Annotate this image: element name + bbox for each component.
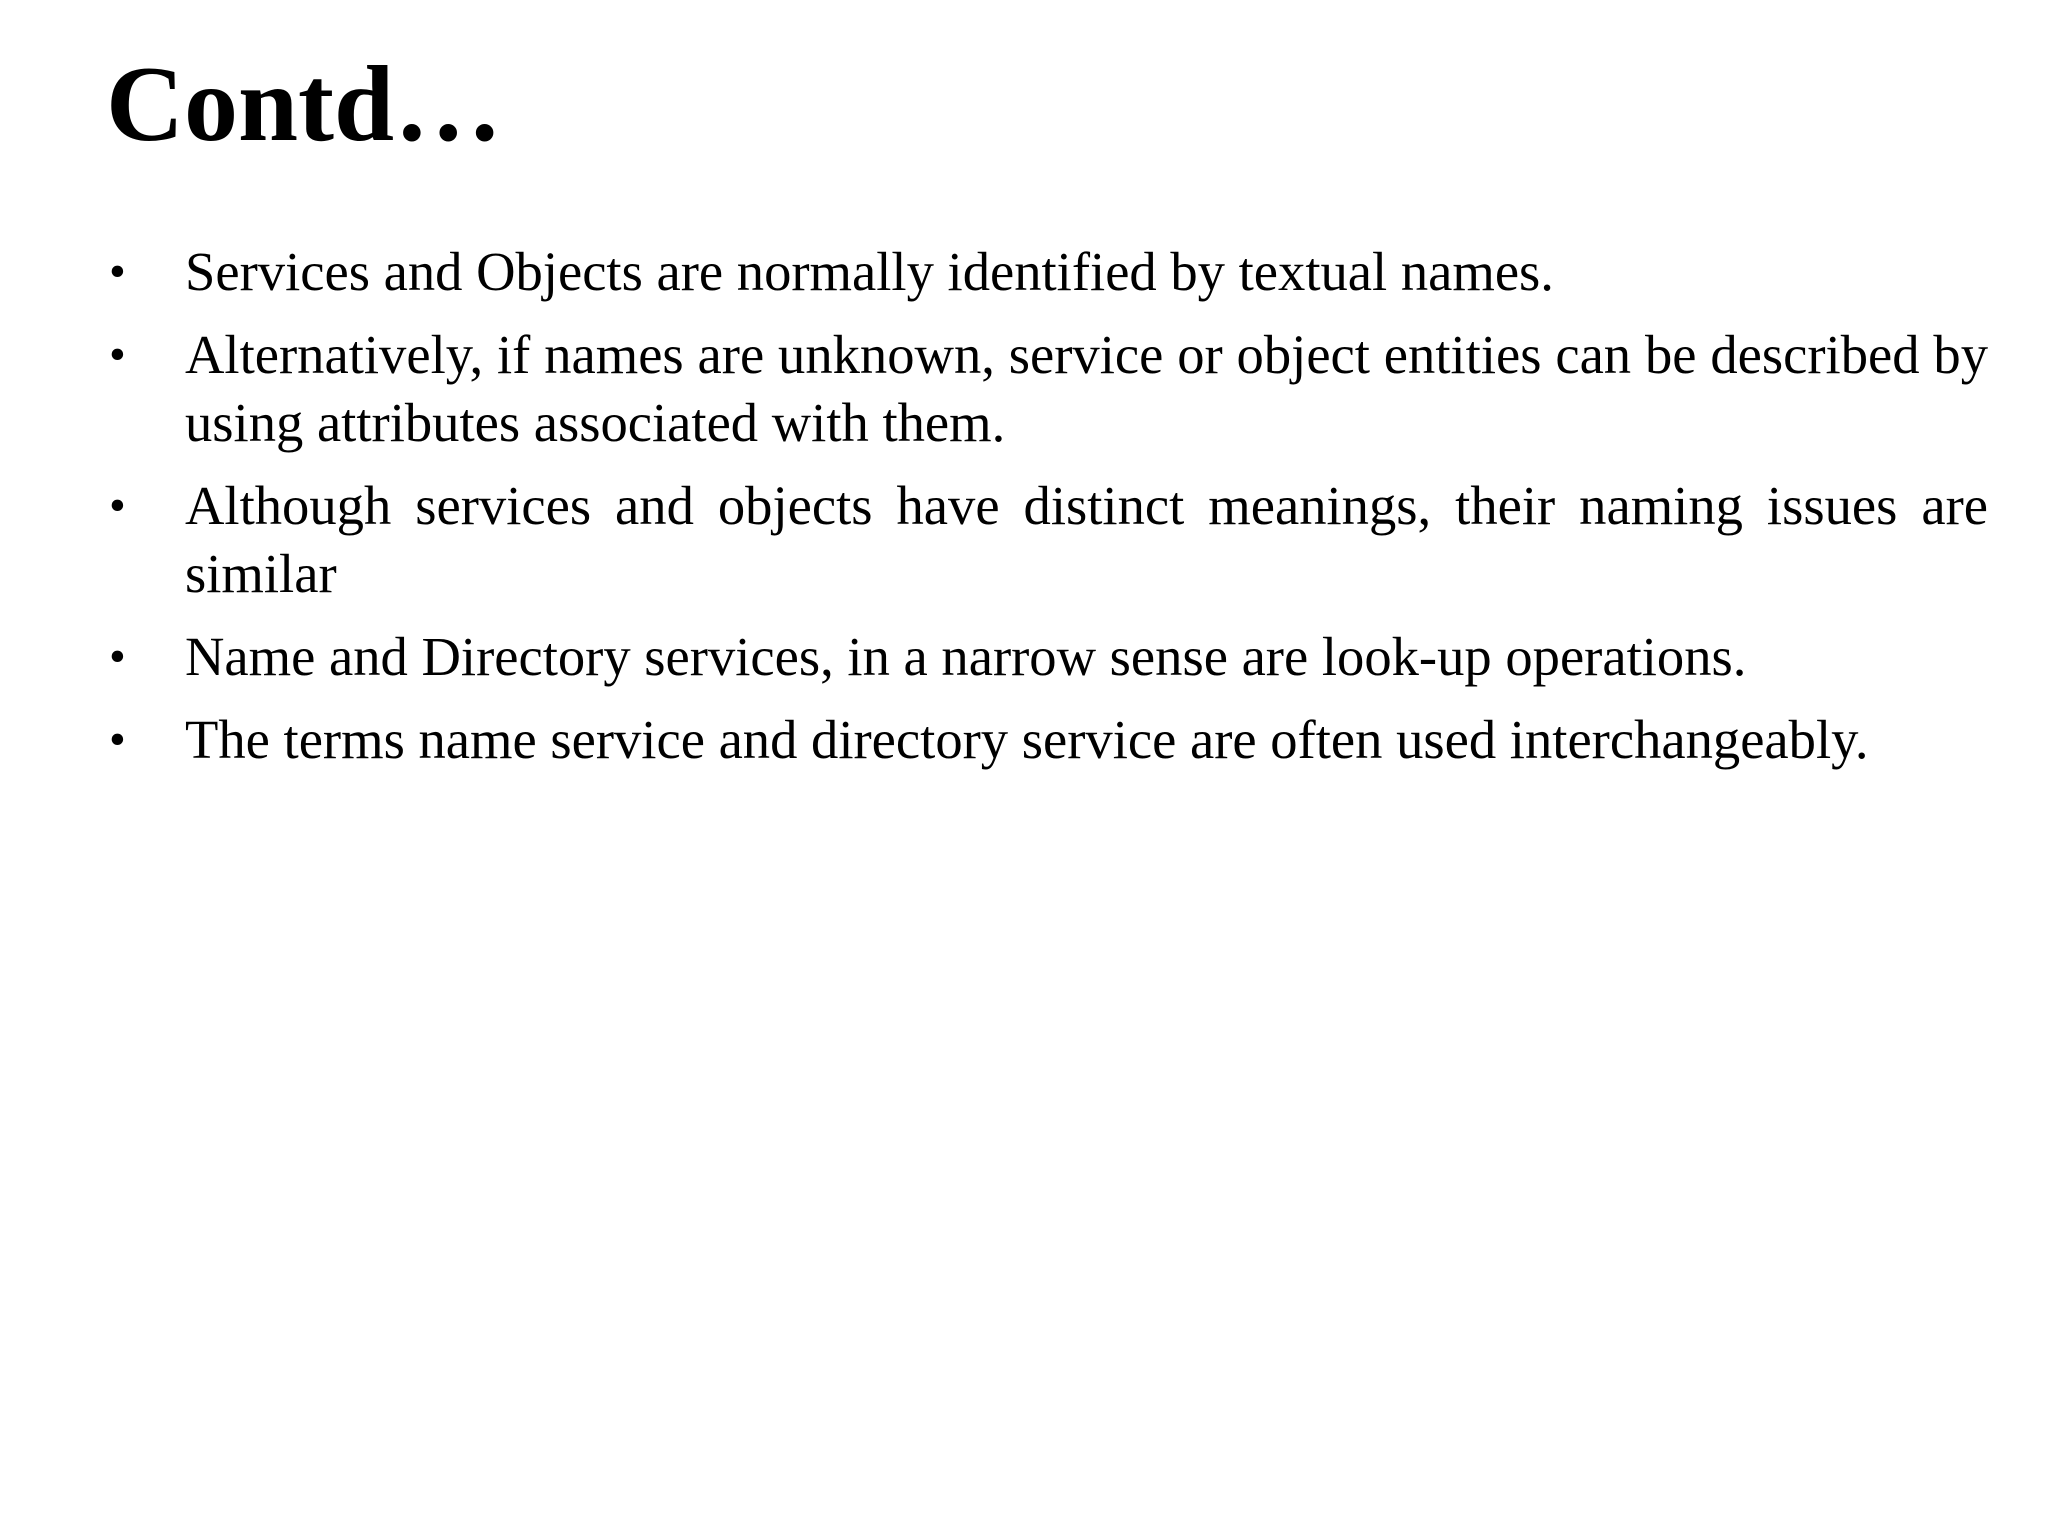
bullet-icon: •: [109, 630, 126, 683]
bullet-icon: •: [109, 328, 126, 381]
list-item: [106, 623, 1988, 691]
bullet-text: Alternatively, if names are unknown, service or object entities can be described by using attributes associated with them.: [185, 324, 1988, 453]
bullet-text: Although services and objects have distinct meanings, their naming issues are similar: [185, 475, 1988, 604]
bullet-icon: •: [109, 245, 126, 298]
list-item: [106, 238, 1988, 306]
bullet-text: The terms name service and directory service are often used interchangeably.: [185, 709, 1869, 770]
list-item: [106, 706, 1988, 774]
bullet-text: Services and Objects are normally identified by textual names.: [185, 241, 1554, 302]
bullet-icon: •: [109, 479, 126, 532]
list-item: [106, 321, 1988, 457]
bullet-icon: •: [109, 713, 126, 766]
list-item: [106, 472, 1988, 608]
bullet-text: Name and Directory services, in a narrow sense are look-up operations.: [185, 626, 1747, 687]
bullet-list: [106, 238, 1988, 789]
slide-title: Contd…: [106, 45, 503, 164]
